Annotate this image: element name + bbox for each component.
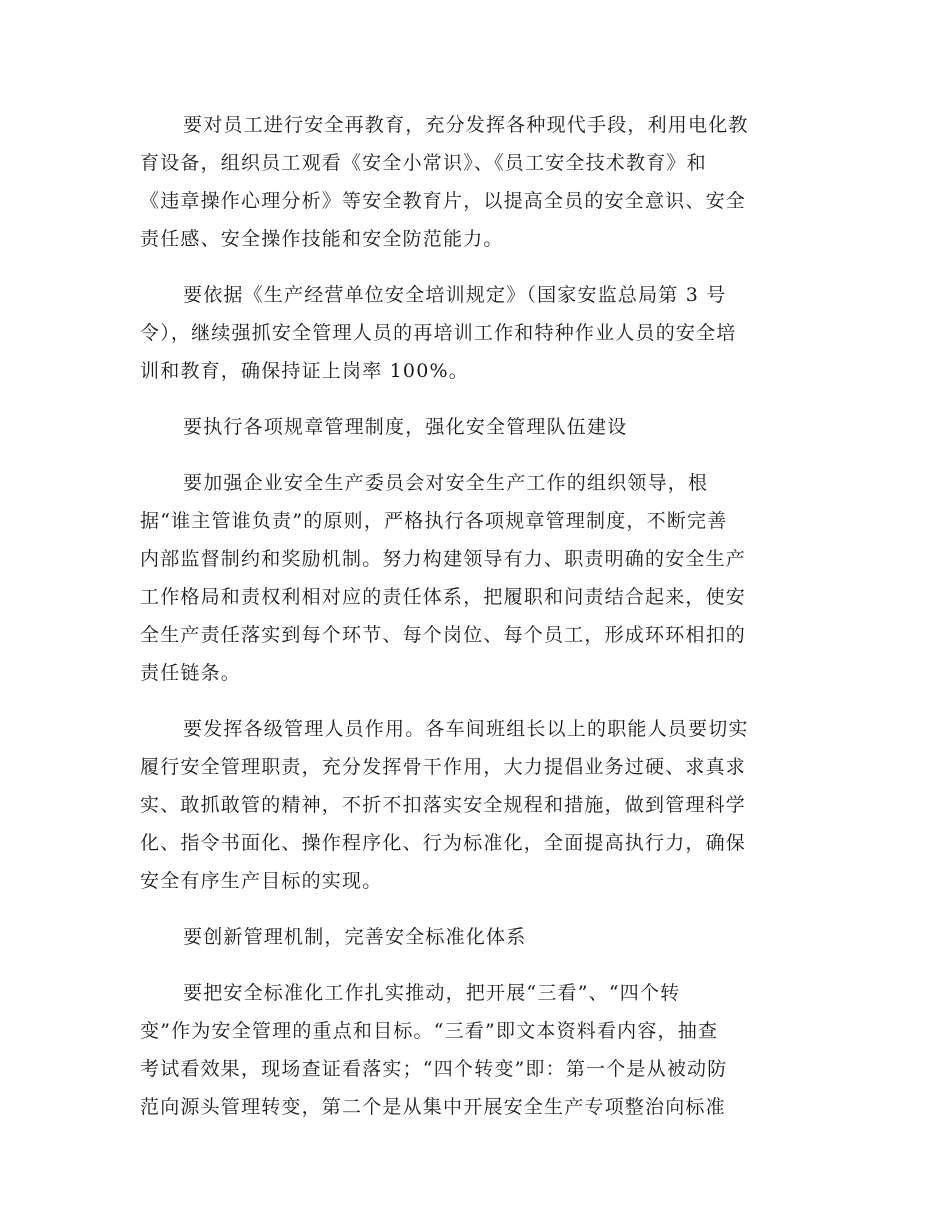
text-line: 要发挥各级管理人员作用。各车间班组长以上的职能人员要切实 xyxy=(183,718,749,740)
text-line: 范向源头管理转变，第二个是从集中开展安全生产专项整治向标准 xyxy=(140,1096,726,1118)
paragraph-training-regulation xyxy=(140,276,795,390)
paragraph-safety-reeducation xyxy=(140,106,795,258)
text-line: 内部监督制约和奖励机制。努力构建领导有力、职责明确的安全生产 xyxy=(140,548,747,570)
text-line: 要执行各项规章管理制度，强化安全管理队伍建设 xyxy=(183,416,628,438)
section-heading-rules-management xyxy=(140,408,795,446)
text-line: 变”作为安全管理的重点和目标。“三看”即文本资料看内容，抽查 xyxy=(140,1020,719,1042)
paragraph-managers-role xyxy=(140,710,795,900)
text-line: 要加强企业安全生产委员会对安全生产工作的组织领导，根 xyxy=(183,472,709,494)
section-heading-standardization xyxy=(140,918,795,956)
paragraph-committee-leadership xyxy=(140,464,795,692)
text-line: 工作格局和责权利相对应的责任体系，把履职和问责结合起来，使安 xyxy=(140,586,747,608)
text-line: 全生产责任落实到每个环节、每个岗位、每个员工，形成环环相扣的 xyxy=(140,624,747,646)
text-line: 安全有序生产目标的实现。 xyxy=(140,870,383,892)
text-line: 要对员工进行安全再教育，充分发挥各种现代手段，利用电化教 xyxy=(183,114,749,136)
text-line: 《违章操作心理分析》等安全教育片，以提高全员的安全意识、安全 xyxy=(140,190,747,212)
text-line: 考试看效果，现场查证看落实；“四个转变”即：第一个是从被动防 xyxy=(140,1058,728,1080)
text-line: 化、指令书面化、操作程序化、行为标准化，全面提高执行力，确保 xyxy=(140,832,747,854)
text-line: 实、敢抓敢管的精神，不折不扣落实安全规程和措施，做到管理科学 xyxy=(140,794,747,816)
text-line: 责任感、安全操作技能和安全防范能力。 xyxy=(140,228,504,250)
text-line: 令），继续强抓安全管理人员的再培训工作和特种作业人员的安全培 xyxy=(140,322,737,344)
text-line: 责任链条。 xyxy=(140,662,242,684)
text-line: 履行安全管理职责，充分发挥骨干作用，大力提倡业务过硬、求真求 xyxy=(140,756,747,778)
text-line: 要创新管理机制，完善安全标准化体系 xyxy=(183,926,527,948)
text-line: 训和教育，确保持证上岗率 100%。 xyxy=(140,360,469,382)
text-line: 要依据《生产经营单位安全培训规定》（国家安监总局第 3 号 xyxy=(183,284,727,306)
document-page xyxy=(140,106,795,1144)
text-line: 据“谁主管谁负责”的原则，严格执行各项规章管理制度，不断完善 xyxy=(140,510,728,532)
text-line: 育设备，组织员工观看《安全小常识》、《员工安全技术教育》和 xyxy=(140,152,707,174)
paragraph-standardization-work xyxy=(140,974,795,1126)
text-line: 要把安全标准化工作扎实推动，把开展“三看”、“四个转 xyxy=(183,982,681,1004)
